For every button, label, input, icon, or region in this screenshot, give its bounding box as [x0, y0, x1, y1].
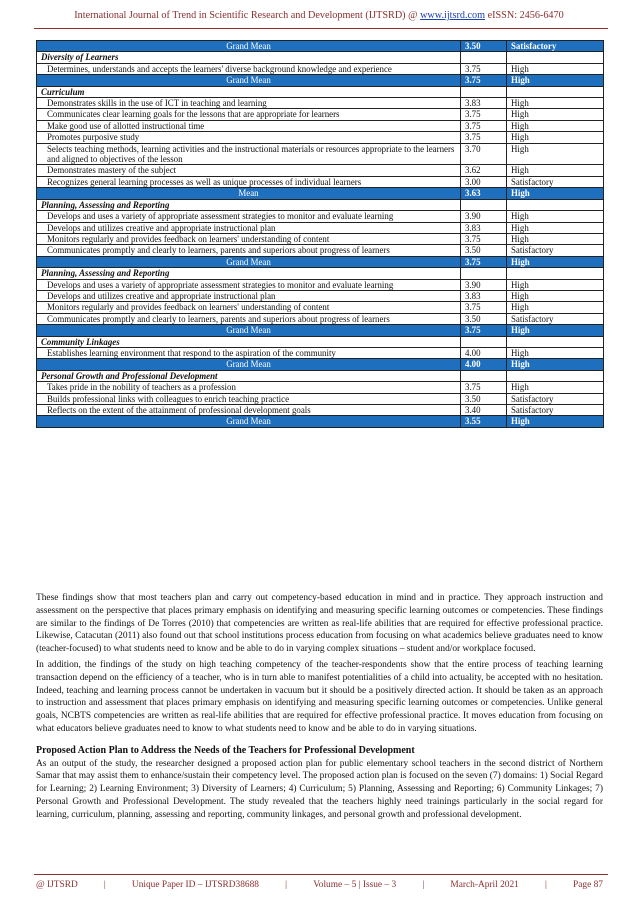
grand-mean-row [37, 359, 604, 370]
row-label: Recognizes general learning processes as well as unique processes of individual learners [37, 176, 461, 187]
footer-separator: | [422, 880, 425, 890]
paragraph-action-plan: As an output of the study, the researcher designed a proposed action plan for public elementary school teachers in the second district of Northern Samar that may assist them to enhance/sustain their competency level. The proposed action plan is focused on the seven (7) domains: 1) Social Regard for Learning; 2) Learning Environment; 3) Diversity of Learners; 4) Curriculum; 5) Planning, Assessing and Reporting; 6) Community Linkages; 7) Personal Growth and Professional Development. The study revealed that the teachers highly need trainings particularly in the social regard for learning, curriculum, planning, assessing and reporting, community linkages, and personal growth and professional development. [36, 758, 603, 820]
row-label: Establishes learning environment that respond to the aspiration of the community [37, 347, 461, 358]
row-mean-score: 3.50 [461, 41, 507, 52]
footer-date: March-April 2021 [450, 880, 519, 890]
domain-header-row [37, 199, 604, 210]
grand-mean-row [37, 188, 604, 199]
table-row [37, 176, 604, 187]
row-description: High [507, 120, 604, 131]
row-label: Takes pride in the nobility of teachers as a profession [37, 382, 461, 393]
row-label: Planning, Assessing and Reporting [37, 268, 461, 279]
row-label: Grand Mean [37, 325, 461, 336]
competency-table-body [37, 41, 604, 428]
row-label: Builds professional links with colleagues to enrich teaching practice [37, 393, 461, 404]
row-description: Satisfactory [507, 176, 604, 187]
row-label: Develops and utilizes creative and appropriate instructional plan [37, 222, 461, 233]
table-row [37, 165, 604, 176]
row-mean-score: 3.40 [461, 405, 507, 416]
row-label: Develops and uses a variety of appropriate assessment strategies to monitor and evaluate learning [37, 211, 461, 222]
row-mean-score: 3.75 [461, 302, 507, 313]
table-row [37, 98, 604, 109]
footer-separator: | [103, 880, 106, 890]
row-description: High [507, 256, 604, 267]
row-label: Grand Mean [37, 416, 461, 427]
competency-table [36, 40, 604, 428]
journal-header [0, 10, 638, 21]
row-label: Community Linkages [37, 336, 461, 347]
grand-mean-row [37, 325, 604, 336]
row-mean-score: 3.75 [461, 382, 507, 393]
row-label: Monitors regularly and provides feedback on learners' understanding of content [37, 302, 461, 313]
row-mean-score: 3.75 [461, 63, 507, 74]
row-label: Grand Mean [37, 359, 461, 370]
domain-header-row [37, 370, 604, 381]
row-description: High [507, 347, 604, 358]
row-mean-score: 3.75 [461, 109, 507, 120]
header-divider [34, 28, 608, 29]
section-title: Proposed Action Plan to Address the Needs of the Teachers for Professional Development [36, 744, 415, 756]
row-description [507, 199, 604, 210]
row-description: High [507, 325, 604, 336]
row-description: High [507, 233, 604, 244]
row-mean-score: 3.90 [461, 211, 507, 222]
row-mean-score [461, 370, 507, 381]
domain-header-row [37, 268, 604, 279]
row-label: Demonstrates skills in the use of ICT in teaching and learning [37, 98, 461, 109]
journal-url-link[interactable]: www.ijtsrd.com [420, 10, 486, 21]
table-row [37, 132, 604, 143]
row-description: Satisfactory [507, 245, 604, 256]
row-mean-score: 3.55 [461, 416, 507, 427]
row-mean-score: 3.70 [461, 143, 507, 165]
domain-header-row [37, 336, 604, 347]
row-mean-score: 3.75 [461, 132, 507, 143]
footer-separator: | [545, 880, 547, 890]
row-mean-score: 3.83 [461, 98, 507, 109]
row-description [507, 370, 604, 381]
row-label: Personal Growth and Professional Development [37, 370, 461, 381]
row-description: High [507, 222, 604, 233]
row-mean-score: 3.75 [461, 256, 507, 267]
row-label: Reflects on the extent of the attainment of professional development goals [37, 405, 461, 416]
row-mean-score: 3.50 [461, 245, 507, 256]
row-label: Grand Mean [37, 75, 461, 86]
row-description: Satisfactory [507, 405, 604, 416]
table-row [37, 63, 604, 74]
table-row [37, 120, 604, 131]
row-description: High [507, 165, 604, 176]
row-description: High [507, 211, 604, 222]
row-description: Satisfactory [507, 393, 604, 404]
row-mean-score: 3.00 [461, 176, 507, 187]
row-mean-score: 3.83 [461, 290, 507, 301]
row-label: Mean [37, 188, 461, 199]
row-description: High [507, 75, 604, 86]
row-description: High [507, 98, 604, 109]
row-mean-score: 4.00 [461, 359, 507, 370]
footer-journal: @ IJTSRD [36, 880, 78, 890]
row-mean-score: 3.75 [461, 233, 507, 244]
row-description [507, 86, 604, 97]
table-row [37, 313, 604, 324]
row-label: Communicates promptly and clearly to learners, parents and superiors about progress of learners [37, 313, 461, 324]
table-row [37, 222, 604, 233]
row-mean-score: 3.50 [461, 313, 507, 324]
journal-issn: eISSN: 2456-6470 [485, 10, 564, 21]
table-row [37, 347, 604, 358]
row-description: High [507, 302, 604, 313]
row-label: Curriculum [37, 86, 461, 97]
row-mean-score [461, 52, 507, 63]
row-description: Satisfactory [507, 41, 604, 52]
footer-volume: Volume – 5 | Issue – 3 [313, 880, 397, 890]
footer-page-number: Page 87 [573, 880, 603, 890]
row-label: Demonstrates mastery of the subject [37, 165, 461, 176]
table-row [37, 405, 604, 416]
table-row [37, 393, 604, 404]
row-label: Make good use of allotted instructional time [37, 120, 461, 131]
row-label: Develops and uses a variety of appropriate assessment strategies to monitor and evaluate learning [37, 279, 461, 290]
row-mean-score [461, 86, 507, 97]
paragraph-additional-findings: In addition, the findings of the study on high teaching competency of the teacher-respondents show that the entire process of teaching learning transaction depend on the efficiency of a teacher, who is in turn able to manifest potentialities of a child into actuality, be accepted with no hesitation. Indeed, teaching and learning process cannot be undertaken in vacuum but it should be a positively directed action. It should be taken as an approach to instruction and assessment that places primary emphasis on identifying and measuring specific learning outcomes or competencies. Unlike general goals, NCBTS competencies are written as real-life abilities that are required for effective professional practice. It moves education from focusing on what educators believe graduates need to know to what students need to know and be able to do in varying situations. [36, 659, 603, 734]
grand-mean-row [37, 416, 604, 427]
grand-mean-row [37, 75, 604, 86]
body-text [36, 592, 603, 822]
row-label: Promotes purposive study [37, 132, 461, 143]
domain-header-row [37, 52, 604, 63]
row-label: Grand Mean [37, 256, 461, 267]
row-mean-score: 3.63 [461, 188, 507, 199]
row-mean-score: 3.90 [461, 279, 507, 290]
row-mean-score [461, 336, 507, 347]
row-mean-score: 3.83 [461, 222, 507, 233]
row-label: Communicates clear learning goals for the lessons that are appropriate for learners [37, 109, 461, 120]
row-label: Communicates promptly and clearly to learners, parents and superiors about progress of learners [37, 245, 461, 256]
table-row [37, 143, 604, 165]
table-row [37, 279, 604, 290]
table-row [37, 382, 604, 393]
row-label: Develops and utilizes creative and appropriate instructional plan [37, 290, 461, 301]
row-description: High [507, 290, 604, 301]
row-mean-score: 3.75 [461, 75, 507, 86]
row-mean-score [461, 199, 507, 210]
row-description: High [507, 143, 604, 165]
row-mean-score [461, 268, 507, 279]
row-mean-score: 3.62 [461, 165, 507, 176]
footer-divider [34, 874, 608, 875]
row-description: High [507, 359, 604, 370]
row-mean-score: 4.00 [461, 347, 507, 358]
footer-separator: | [285, 880, 288, 890]
row-label: Grand Mean [37, 41, 461, 52]
row-mean-score: 3.50 [461, 393, 507, 404]
table-row [37, 245, 604, 256]
table-row [37, 233, 604, 244]
paragraph-findings: These findings show that most teachers plan and carry out competency-based education in mind and in practice. They approach instruction and assessment on the perspective that places primary emphasis on identifying and measuring specific learning outcomes or competencies. These findings are similar to the findings of De Torres (2010) that competencies are written as real-life abilities that are required for effective professional practice. Likewise, Catacutan (2011) also found out that school institutions process education from focusing on what academics believe graduates need to know (teacher-focused) to what students need to know and be able to do in varying complex situations – student and/or workplace focused. [36, 593, 603, 655]
row-description: High [507, 109, 604, 120]
row-label: Monitors regularly and provides feedback on learners' understanding of content [37, 233, 461, 244]
table-row [37, 109, 604, 120]
row-label: Determines, understands and accepts the learners' diverse background knowledge and experience [37, 63, 461, 74]
table-row [37, 211, 604, 222]
row-description [507, 52, 604, 63]
row-description: High [507, 63, 604, 74]
domain-header-row [37, 86, 604, 97]
table-row [37, 302, 604, 313]
page-footer [36, 880, 603, 890]
row-description [507, 336, 604, 347]
journal-name: International Journal of Trend in Scientific Research and Development (IJTSRD) @ [74, 10, 421, 21]
row-description: Satisfactory [507, 313, 604, 324]
row-mean-score: 3.75 [461, 120, 507, 131]
row-mean-score: 3.75 [461, 325, 507, 336]
row-label: Selects teaching methods, learning activities and the instructional materials or resources appropriate to the learners and aligned to objectives of the lesson [37, 143, 461, 165]
row-description [507, 268, 604, 279]
row-description: High [507, 382, 604, 393]
row-label: Planning, Assessing and Reporting [37, 199, 461, 210]
row-label: Diversity of Learners [37, 52, 461, 63]
footer-paper-id: Unique Paper ID – IJTSRD38688 [131, 880, 259, 890]
row-description: High [507, 279, 604, 290]
table-row [37, 290, 604, 301]
grand-mean-row [37, 256, 604, 267]
grand-mean-row [37, 41, 604, 52]
row-description: High [507, 416, 604, 427]
row-description: High [507, 188, 604, 199]
row-description: High [507, 132, 604, 143]
